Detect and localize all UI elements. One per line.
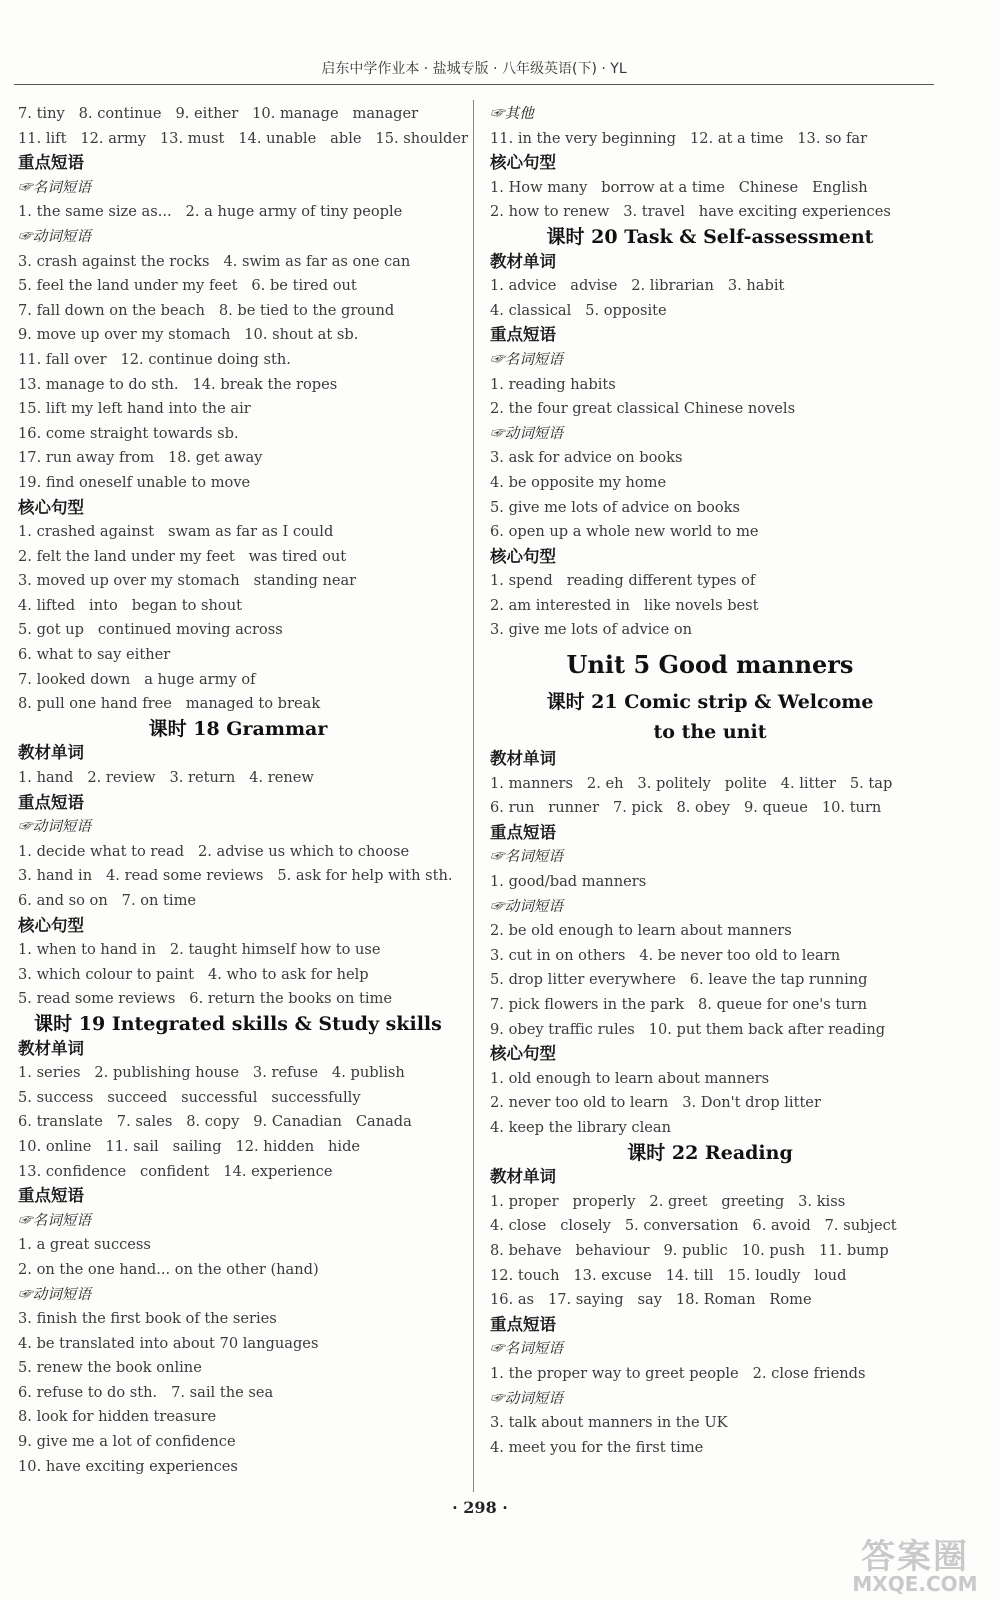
lesson-title: 课时 21 Comic strip & Welcome: [546, 691, 874, 714]
answer-line: 6. and so on 7. on time: [18, 892, 197, 909]
answer-line: 9. give me a lot of confidence: [18, 1433, 236, 1451]
answer-line: 6. what to say either: [18, 646, 171, 664]
section-heading: 核心句型: [18, 497, 84, 517]
answer-line: 17. run away from 18. get away: [18, 449, 263, 467]
section-heading: 教材单词: [490, 1167, 556, 1187]
answer-line: 8. behave behaviour 9. public 10. push 11. bump: [490, 1241, 889, 1259]
answer-line: 5. success succeed successful successfully: [18, 1088, 361, 1106]
answer-line: 8. look for hidden treasure: [18, 1408, 217, 1426]
answer-line: 5. feel the land under my feet 6. be tired out: [18, 277, 357, 295]
answer-line: 1. series 2. publishing house 3. refuse 4. publish: [18, 1064, 405, 1082]
answer-line: 6. run runner 7. pick 8. obey 9. queue 10. turn: [490, 799, 882, 817]
answer-line: 1. spend reading different types of: [490, 572, 756, 590]
answer-line: 4. be translated into about 70 languages: [18, 1334, 319, 1352]
answer-line: 1. the same size as... 2. a huge army of tiny people: [18, 203, 403, 221]
answer-line: 9. move up over my stomach 10. shout at sb.: [18, 326, 359, 344]
answer-line: 19. find oneself unable to move: [18, 473, 251, 491]
watermark-logo: [830, 1537, 1000, 1596]
answer-line: 3. which colour to paint 4. who to ask for help: [18, 965, 369, 983]
answer-line: 1. reading habits: [490, 375, 616, 393]
answer-line: 1. crashed against swam as far as I could: [18, 523, 334, 541]
answer-line: 7. looked down a huge army of: [18, 670, 256, 688]
section-heading: 教材单词: [18, 743, 84, 763]
section-heading: 核心句型: [18, 915, 84, 935]
answer-line: 2. the four great classical Chinese novels: [490, 400, 796, 418]
answer-line: 1. a great success: [18, 1236, 151, 1254]
section-heading: 重点短语: [490, 325, 556, 345]
section-heading: 核心句型: [490, 153, 556, 173]
answer-line: 1. decide what to read 2. advise us which to choose: [18, 842, 410, 860]
subsection-label: ☞动词短语: [18, 227, 91, 245]
answer-line: 5. give me lots of advice on books: [490, 498, 740, 516]
answer-line: 4. be opposite my home: [490, 473, 667, 491]
answer-line: 6. refuse to do sth. 7. sail the sea: [18, 1383, 274, 1401]
answer-line: 1. advice advise 2. librarian 3. habit: [490, 277, 785, 295]
answer-line: 7. pick flowers in the park 8. queue for one's turn: [490, 996, 868, 1013]
section-heading: 教材单词: [18, 1038, 84, 1058]
subsection-label: ☞名词短语: [18, 1211, 91, 1229]
answer-line: 1. hand 2. review 3. return 4. renew: [18, 769, 314, 787]
watermark-logo-text: 答案圈: [861, 1537, 969, 1577]
answer-line: 1. the proper way to greet people 2. close friends: [490, 1364, 866, 1382]
section-heading: 教材单词: [490, 251, 556, 271]
answer-line: 2. never too old to learn 3. Don't drop litter: [490, 1094, 821, 1112]
answer-line: 3. give me lots of advice on: [490, 621, 693, 639]
answer-line: 1. proper properly 2. greet greeting 3. kiss: [490, 1192, 846, 1210]
lesson-title: 课时 18 Grammar: [148, 717, 328, 740]
subsection-label: ☞动词短语: [490, 897, 563, 915]
answer-line: 16. come straight towards sb.: [18, 424, 239, 442]
answer-line: 3. finish the first book of the series: [18, 1310, 277, 1328]
subsection-label: ☞名词短语: [490, 1340, 563, 1358]
subsection-label: ☞名词短语: [490, 848, 563, 866]
lesson-title: 课时 19 Integrated skills & Study skills: [34, 1012, 442, 1035]
lesson-title: 课时 22 Reading: [627, 1141, 793, 1164]
lesson-title: to the unit: [653, 721, 767, 744]
answer-line: 2. be old enough to learn about manners: [490, 922, 792, 940]
page-number: · 298 ·: [452, 1498, 508, 1517]
answer-line: 3. ask for advice on books: [490, 449, 683, 467]
answer-line: 6. open up a whole new world to me: [490, 523, 759, 541]
section-heading: 重点短语: [18, 792, 84, 812]
answer-line: 1. old enough to learn about manners: [490, 1069, 770, 1087]
answer-line: 6. translate 7. sales 8. copy 9. Canadian Canada: [18, 1113, 412, 1131]
answer-line: 16. as 17. saying say 18. Roman Rome: [490, 1291, 812, 1309]
answer-line: 5. drop litter everywhere 6. leave the tap running: [490, 971, 868, 989]
subsection-label: ☞其他: [490, 105, 534, 122]
answer-line: 4. classical 5. opposite: [490, 301, 667, 319]
answer-line: 8. pull one hand free managed to break: [18, 695, 321, 713]
answer-line: 11. fall over 12. continue doing sth.: [18, 350, 291, 368]
answer-line: 3. moved up over my stomach standing near: [18, 572, 357, 590]
subsection-label: ☞动词短语: [490, 424, 563, 442]
answer-line: 3. talk about manners in the UK: [490, 1414, 728, 1432]
answer-line: 1. good/bad manners: [490, 873, 647, 891]
section-heading: 重点短语: [18, 153, 84, 173]
answer-line: 2. felt the land under my feet was tired out: [18, 547, 347, 565]
answer-line: 4. meet you for the first time: [490, 1438, 704, 1456]
answer-line: 2. am interested in like novels best: [490, 596, 759, 614]
page-header: 启东中学作业本 · 盐城专版 · 八年级英语(下) · YL: [321, 61, 627, 77]
answer-line: 12. touch 13. excuse 14. till 15. loudly loud: [490, 1266, 847, 1284]
lesson-title: 课时 20 Task & Self-assessment: [546, 225, 874, 248]
answer-line: 11. lift 12. army 13. must 14. unable able 15. shoulder: [18, 129, 468, 147]
subsection-label: ☞名词短语: [18, 178, 91, 196]
answer-line: 5. got up continued moving across: [18, 621, 283, 639]
right-column: [490, 102, 930, 1460]
section-heading: 重点短语: [490, 822, 556, 842]
answer-line: 5. read some reviews 6. return the books on time: [18, 990, 393, 1008]
section-heading: 重点短语: [18, 1186, 84, 1206]
answer-line: 1. How many borrow at a time Chinese English: [490, 178, 868, 196]
answer-line: 2. how to renew 3. travel have exciting experiences: [490, 203, 891, 221]
section-heading: 教材单词: [490, 749, 556, 769]
answer-line: 7. fall down on the beach 8. be tied to the ground: [18, 301, 395, 319]
answer-line: 13. manage to do sth. 14. break the ropes: [18, 375, 338, 393]
answer-line: 1. when to hand in 2. taught himself how to use: [18, 941, 381, 959]
answer-line: 1. manners 2. eh 3. politely polite 4. litter 5. tap: [490, 774, 893, 792]
watermark-site-text: MXQE.COM: [852, 1572, 978, 1596]
answer-line: 13. confidence confident 14. experience: [18, 1162, 333, 1180]
section-heading: 重点短语: [490, 1314, 556, 1334]
answer-line: 15. lift my left hand into the air: [18, 400, 251, 418]
answer-line: 3. cut in on others 4. be never too old to learn: [490, 946, 841, 964]
subsection-label: ☞动词短语: [490, 1389, 563, 1407]
answer-line: 4. keep the library clean: [490, 1118, 671, 1136]
answer-line: 10. have exciting experiences: [18, 1457, 238, 1475]
answer-line: 9. obey traffic rules 10. put them back after reading: [490, 1020, 886, 1038]
left-column: [18, 102, 468, 1479]
answer-line: 5. renew the book online: [18, 1359, 202, 1377]
section-heading: 核心句型: [490, 546, 556, 566]
subsection-label: ☞动词短语: [18, 818, 91, 836]
column-divider: [473, 100, 474, 1492]
answer-line: 3. hand in 4. read some reviews 5. ask for help with sth.: [18, 867, 453, 885]
answer-line: 2. on the one hand... on the other (hand): [18, 1260, 319, 1278]
answer-line: 7. tiny 8. continue 9. either 10. manage manager: [18, 105, 419, 122]
section-heading: 核心句型: [490, 1044, 556, 1064]
header-rule: [14, 84, 934, 85]
answer-line: 4. lifted into began to shout: [18, 596, 242, 614]
subsection-label: ☞名词短语: [490, 350, 563, 368]
answer-line: 3. crash against the rocks 4. swim as far as one can: [18, 252, 411, 270]
answer-line: 11. in the very beginning 12. at a time 13. so far: [490, 129, 868, 147]
answer-line: 10. online 11. sail sailing 12. hidden hide: [18, 1137, 361, 1155]
unit-title: Unit 5 Good manners: [566, 650, 854, 680]
subsection-label: ☞动词短语: [18, 1285, 91, 1303]
answer-line: 4. close closely 5. conversation 6. avoid 7. subject: [490, 1217, 897, 1235]
